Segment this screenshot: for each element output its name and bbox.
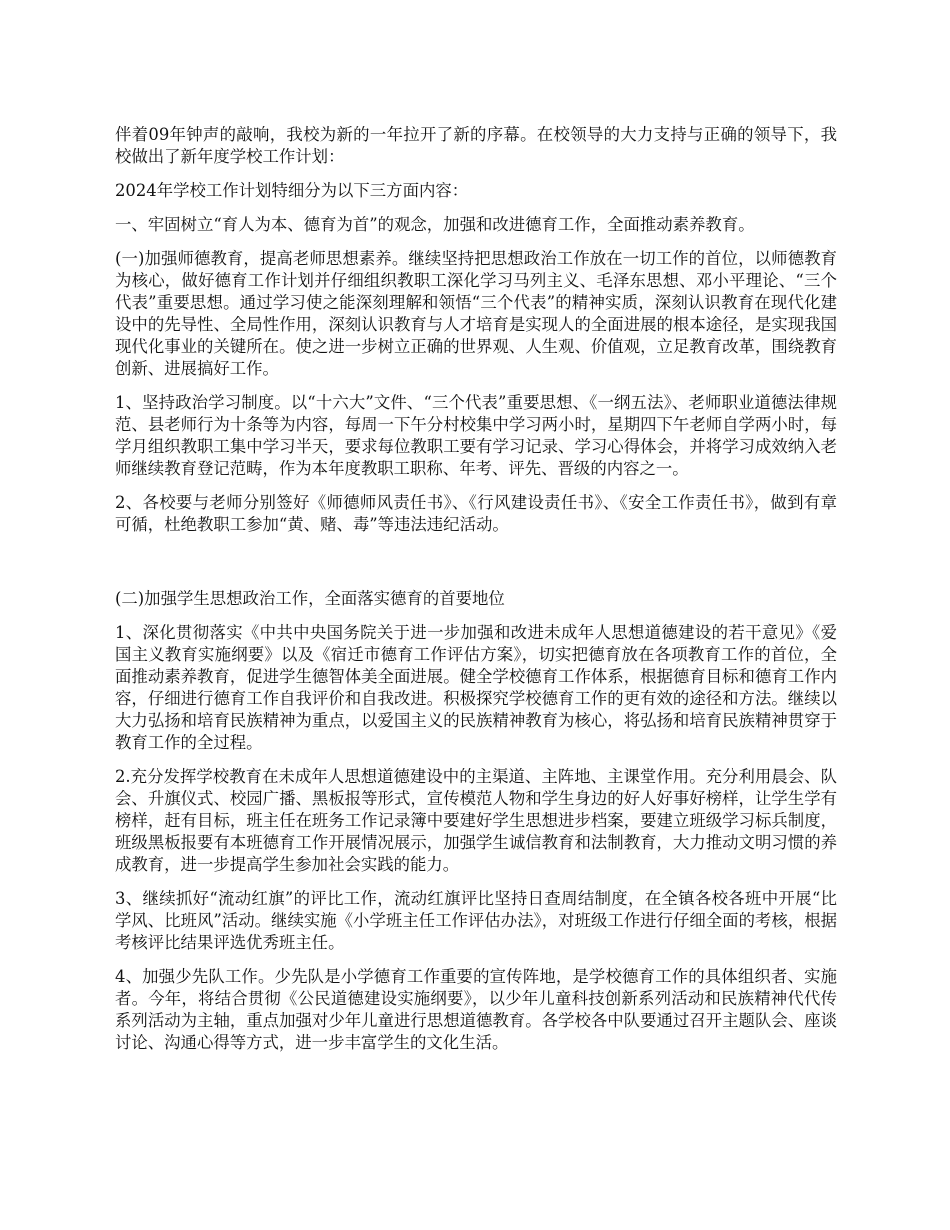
young-pioneers-paragraph: 4、加强少先队工作。少先队是小学德育工作重要的宣传阵地，是学校德育工作的具体组织者、实施者。今年，将结合贯彻《公民道德建设实施纲要》，以少年儿童科技创新系列活动和民族精神代代传系列活动为主轴，重点加强对少年儿童进行思想道德教育。各学校各中队要通过召开主题队会、座谈讨论、沟通心得等方式，进一步丰富学生的文化生活。 <box>115 967 837 1052</box>
plan-overview-paragraph: 2024年学校工作计划特细分为以下三方面内容： <box>115 181 469 200</box>
school-role-paragraph: 2.充分发挥学校教育在未成年人思想道德建设中的主渠道、主阵地、主课堂作用。充分利用晨会、队会、升旗仪式、校园广播、黑板报等形式，宣传模范人物和学生身边的好人好事好榜样，让学生学有榜样，赶有目标，班主任在班务工作记录簿中要建好学生思想进步档案，要建立班级学习标兵制度，班级黑板报要有本班德育工作开展情况展示，加强学生诚信教育和法制教育，大力推动文明习惯的养成教育，进一步提高学生参加社会实践的能力。 <box>115 767 837 874</box>
section-one-heading: 一、牢固树立“育人为本、德育为首”的观念，加强和改进德育工作，全面推动素养教育。 <box>115 215 755 234</box>
subsection-two-heading: (二)加强学生思想政治工作，全面落实德育的首要地位 <box>115 589 505 608</box>
red-flag-paragraph: 3、继续抓好“流动红旗”的评比工作，流动红旗评比坚持日查周结制度，在全镇各校各班中开展“比学风、比班风”活动。继续实施《小学班主任工作评估办法》，对班级工作进行仔细全面的考核，根据考核评比结果评选优秀班主任。 <box>115 889 837 952</box>
section-spacer <box>115 548 837 588</box>
responsibility-paragraph: 2、各校要与老师分别签好《师德师风责任书》、《行风建设责任书》、《安全工作责任书》，做到有章可循，杜绝教职工参加“黄、赌、毒”等违法违纪活动。 <box>115 493 837 534</box>
document-page <box>115 124 837 1066</box>
intro-paragraph: 伴着09年钟声的敲响，我校为新的一年拉开了新的序幕。在校领导的大力支持与正确的领导下，我校做出了新年度学校工作计划： <box>115 125 837 166</box>
moral-education-paragraph: 1、深化贯彻落实《中共中央国务院关于进一步加强和改进未成年人思想道德建设的若干意见》《爱国主义教育实施纲要》以及《宿迁市德育工作评估方案》，切实把德育放在各项教育工作的首位，全面推动素养教育，促进学生德智体美全面进展。健全学校德育工作体系，根据德育目标和德育工作内容，仔细进行德育工作自我评价和自我改进。积极探究学校德育工作的更有效的途径和方法。继续以大力弘扬和培育民族精神为重点，以爱国主义的民族精神教育为核心，将弘扬和培育民族精神贯穿于教育工作的全过程。 <box>115 623 837 752</box>
political-study-paragraph: 1、坚持政治学习制度。以“十六大”文件、“三个代表”重要思想、《一纲五法》、老师职业道德法律规范、县老师行为十条等为内容，每周一下午分村校集中学习两小时，星期四下午老师自学两小时，每学月组织教职工集中学习半天，要求每位教职工要有学习记录、学习心得体会，并将学习成效纳入老师继续教育登记范畴，作为本年度教职工职称、年考、评先、晋级的内容之一。 <box>115 393 837 478</box>
subsection-one-paragraph: (一)加强师德教育，提高老师思想素养。继续坚持把思想政治工作放在一切工作的首位，以师德教育为核心，做好德育工作计划并仔细组织教职工深化学习马列主义、毛泽东思想、邓小平理论、“三个代表”重要思想。通过学习使之能深刻理解和领悟“三个代表”的精神实质，深刻认识教育在现代化建设中的先导性、全局性作用，深刻认识教育与人才培育是实现人的全面进展的根本途径，是实现我国现代化事业的关键所在。使之进一步树立正确的世界观、人生观、价值观，立足教育改革，围绕教育创新、进展搞好工作。 <box>115 249 837 378</box>
